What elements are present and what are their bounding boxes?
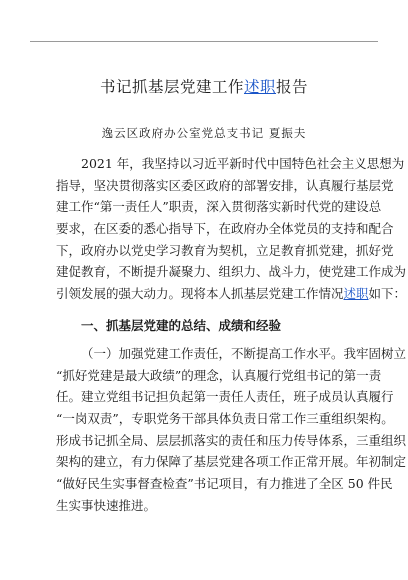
- title-link-shuzhi[interactable]: 述职: [243, 78, 276, 96]
- paragraph-line: 下，政府办以党史学习教育为契机，立足教育抓党建，抓好党: [56, 242, 394, 258]
- document-title: [0, 75, 408, 97]
- paragraph-line: “做好民生实事督查检查”书记项目，有力推进了全区 50 件民: [56, 476, 393, 492]
- paragraph-line: （一）加强党建工作责任，不断提高工作水平。我牢固树立: [81, 346, 407, 361]
- paragraph-line: 形成书记抓全局、层层抓落实的责任和压力传导体系，三重组织: [56, 432, 407, 448]
- paragraph-line: 任。建立党组书记担负起第一责任人责任，班子成员认真履行: [56, 389, 394, 405]
- paragraph-line: “抓好党建是最大政绩”的理念，认真履行党组书记的第一责: [56, 367, 382, 383]
- paragraph-line: 生实事快速推进。: [56, 497, 157, 513]
- paragraph-line: 建促教育，不断提升凝聚力、组织力、战斗力，使党建工作成为: [56, 264, 407, 280]
- header-rule: [30, 41, 378, 42]
- paragraph-line: [56, 283, 407, 305]
- paragraph-line: 架构的建立，有力保障了基层党建各项工作正常开展。年初制定: [56, 454, 407, 470]
- paragraph-line: 2021 年，我坚持以习近平新时代中国特色社会主义思想为: [81, 156, 405, 171]
- inline-link-shuzhi[interactable]: 述职: [343, 286, 369, 302]
- section-heading: [56, 315, 368, 337]
- paragraph-intro: [56, 153, 407, 305]
- intro-text: 引领发展的强大动力。现将本人抓基层党建工作情况: [56, 286, 344, 302]
- paragraph-section1: [56, 343, 407, 517]
- section-heading-text: 一、抓基层党建的总结、成绩和经验: [81, 318, 282, 333]
- paragraph-line: 指导，坚决贯彻落实区委区政府的部署安排，认真履行基层党: [56, 177, 394, 193]
- paragraph-line: 建工作“第一责任人”职责，深入贯彻落实新时代党的建设总: [56, 199, 382, 215]
- paragraph-line: “一岗双责”，专职党务干部具体负责日常工作三重组织架构。: [56, 411, 394, 427]
- author-line: 逸云区政府办公室党总支书记 夏振夫: [101, 126, 307, 140]
- paragraph-line: 要求，在区委的悉心指导下，在政府办全体党员的支持和配合: [56, 221, 394, 237]
- title-text-end: 报告: [276, 78, 309, 96]
- intro-text-end: 如下：: [368, 286, 407, 302]
- title-text-start: 书记抓基层党建工作: [99, 78, 244, 96]
